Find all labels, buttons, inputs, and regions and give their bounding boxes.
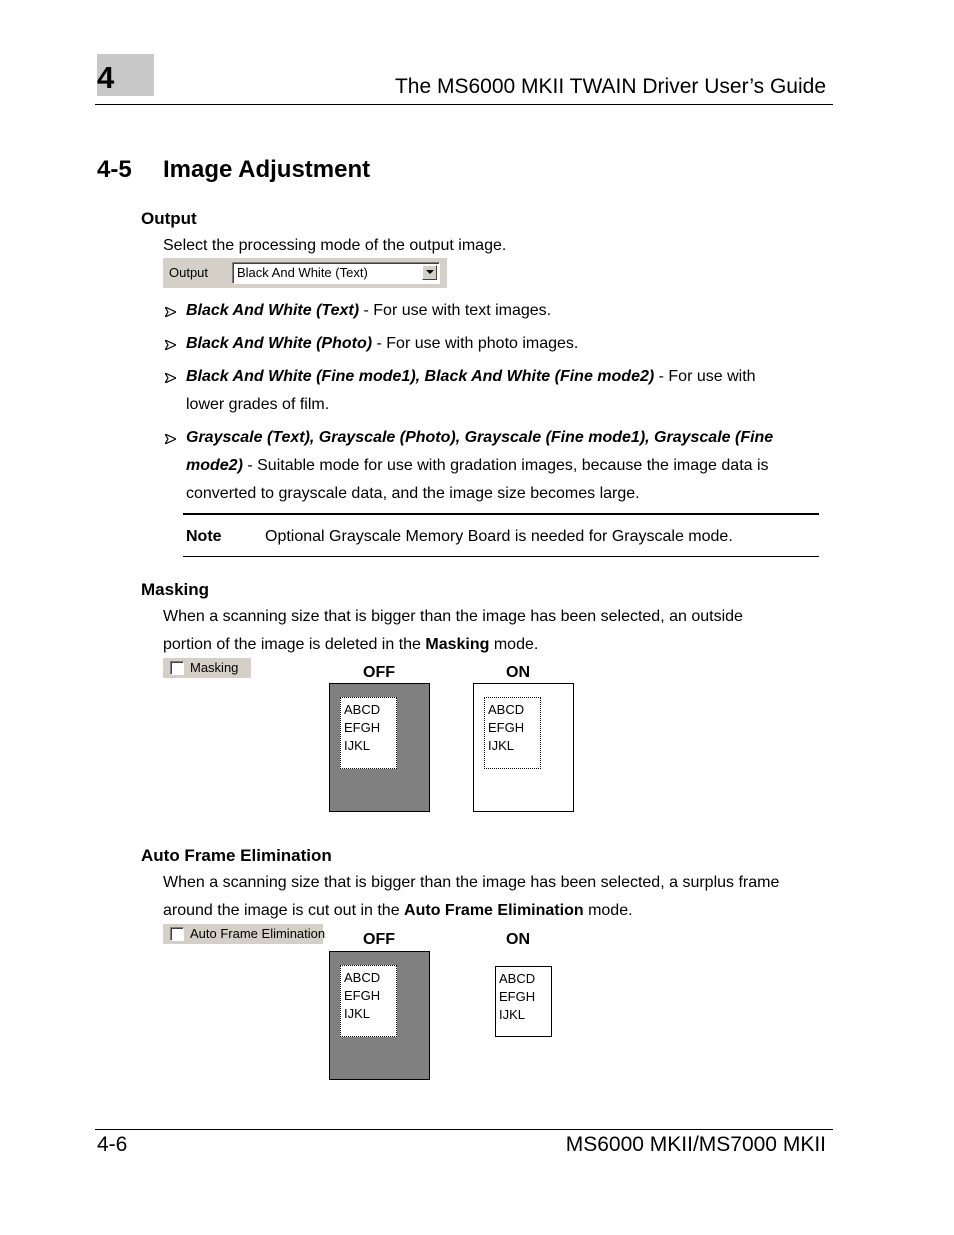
masking-description-line1: When a scanning size that is bigger than the image has been selected, an outside bbox=[163, 608, 743, 625]
chapter-number: 4 bbox=[97, 60, 115, 95]
sample-text-line: EFGH bbox=[344, 988, 381, 1003]
bullet-term: Black And White (Photo) bbox=[186, 335, 373, 352]
footer-product: MS6000 MKII/MS7000 MKII bbox=[565, 1133, 826, 1156]
output-select-widget bbox=[163, 258, 447, 288]
bullet-item bbox=[165, 297, 825, 325]
masking-description-text: portion of the image is deleted in the bbox=[163, 636, 426, 653]
auto-frame-description-line1: When a scanning size that is bigger than the image has been selected, a surplus frame bbox=[163, 874, 780, 891]
bullet-term: Black And White (Fine mode1), Black And White (Fine mode2) bbox=[186, 368, 655, 385]
sample-text-line: ABCD bbox=[488, 702, 525, 717]
output-select-label: Output bbox=[169, 265, 209, 280]
off-label: OFF bbox=[363, 931, 395, 948]
bullet-text-continued: lower grades of film. bbox=[186, 396, 330, 413]
sample-image bbox=[484, 697, 541, 769]
sample-text-line: EFGH bbox=[344, 720, 381, 735]
sample-text-line: IJKL bbox=[344, 1006, 371, 1021]
bullet-term: Grayscale (Text), Grayscale (Photo), Grayscale (Fine mode1), Grayscale (Fine bbox=[186, 429, 774, 446]
note-bottom-rule bbox=[183, 556, 819, 557]
auto-frame-heading: Auto Frame Elimination bbox=[141, 846, 332, 865]
masking-off-illustration bbox=[329, 683, 430, 812]
output-description: Select the processing mode of the output image. bbox=[163, 237, 507, 254]
output-heading: Output bbox=[141, 209, 197, 228]
sample-text-line: EFGH bbox=[499, 989, 536, 1004]
bullet-term: Black And White (Text) bbox=[186, 302, 360, 319]
auto-frame-description-text: around the image is cut out in the bbox=[163, 902, 405, 919]
auto-frame-description-text-end: mode. bbox=[583, 902, 633, 919]
auto-frame-on-illustration bbox=[495, 966, 552, 1037]
page-number: 4-6 bbox=[97, 1133, 128, 1156]
sample-text-line: ABCD bbox=[499, 971, 536, 986]
output-select[interactable] bbox=[232, 262, 440, 284]
sample-text-line: IJKL bbox=[344, 738, 371, 753]
bullet-text: - For use with text images. bbox=[359, 302, 552, 319]
masking-description-text-end: mode. bbox=[489, 636, 539, 653]
running-header: The MS6000 MKII TWAIN Driver User’s Guide bbox=[394, 75, 826, 98]
bullet-item bbox=[165, 424, 825, 508]
on-label: ON bbox=[506, 664, 530, 681]
off-label: OFF bbox=[363, 664, 395, 681]
header-divider bbox=[95, 104, 833, 105]
sample-text-line: ABCD bbox=[344, 970, 381, 985]
bullet-item bbox=[165, 363, 825, 419]
section-number: 4-5 bbox=[97, 156, 132, 183]
note-text: Optional Grayscale Memory Board is needed for Grayscale mode. bbox=[265, 528, 733, 545]
masking-checkbox[interactable] bbox=[170, 661, 184, 675]
bullet-term-continued: mode2) bbox=[186, 457, 243, 474]
sample-image bbox=[340, 965, 397, 1037]
masking-description-line2 bbox=[163, 631, 538, 659]
bullet-text: - Suitable mode for use with gradation images, because the image data is bbox=[242, 457, 769, 474]
masking-on-illustration bbox=[473, 683, 574, 812]
dropdown-arrow-icon[interactable] bbox=[422, 265, 437, 280]
bullet-text-continued: converted to grayscale data, and the image size becomes large. bbox=[186, 485, 640, 502]
masking-term: Masking bbox=[425, 636, 490, 653]
sample-text-line: EFGH bbox=[488, 720, 525, 735]
sample-image bbox=[340, 697, 397, 769]
bullet-item bbox=[165, 330, 825, 358]
note-top-rule bbox=[183, 513, 819, 515]
masking-heading: Masking bbox=[141, 580, 210, 599]
auto-frame-checkbox-label: Auto Frame Elimination bbox=[190, 926, 326, 941]
section-title bbox=[97, 158, 370, 182]
auto-frame-off-illustration bbox=[329, 951, 430, 1080]
auto-frame-checkbox[interactable] bbox=[170, 927, 184, 941]
masking-checkbox-label: Masking bbox=[190, 660, 239, 675]
sample-text-line: IJKL bbox=[488, 738, 515, 753]
sample-text-line: IJKL bbox=[499, 1007, 526, 1022]
section-title-text: Image Adjustment bbox=[163, 156, 371, 183]
bullet-text: - For use with photo images. bbox=[372, 335, 579, 352]
auto-frame-description-line2 bbox=[163, 897, 633, 925]
masking-checkbox-widget[interactable] bbox=[163, 658, 251, 678]
note-label: Note bbox=[186, 528, 222, 545]
on-label: ON bbox=[506, 931, 530, 948]
sample-text-line: ABCD bbox=[344, 702, 381, 717]
auto-frame-checkbox-widget[interactable] bbox=[163, 924, 326, 944]
footer-divider bbox=[95, 1129, 833, 1130]
output-select-value: Black And White (Text) bbox=[237, 265, 368, 280]
auto-frame-term: Auto Frame Elimination bbox=[404, 902, 584, 919]
bullet-text: - For use with bbox=[654, 368, 756, 385]
